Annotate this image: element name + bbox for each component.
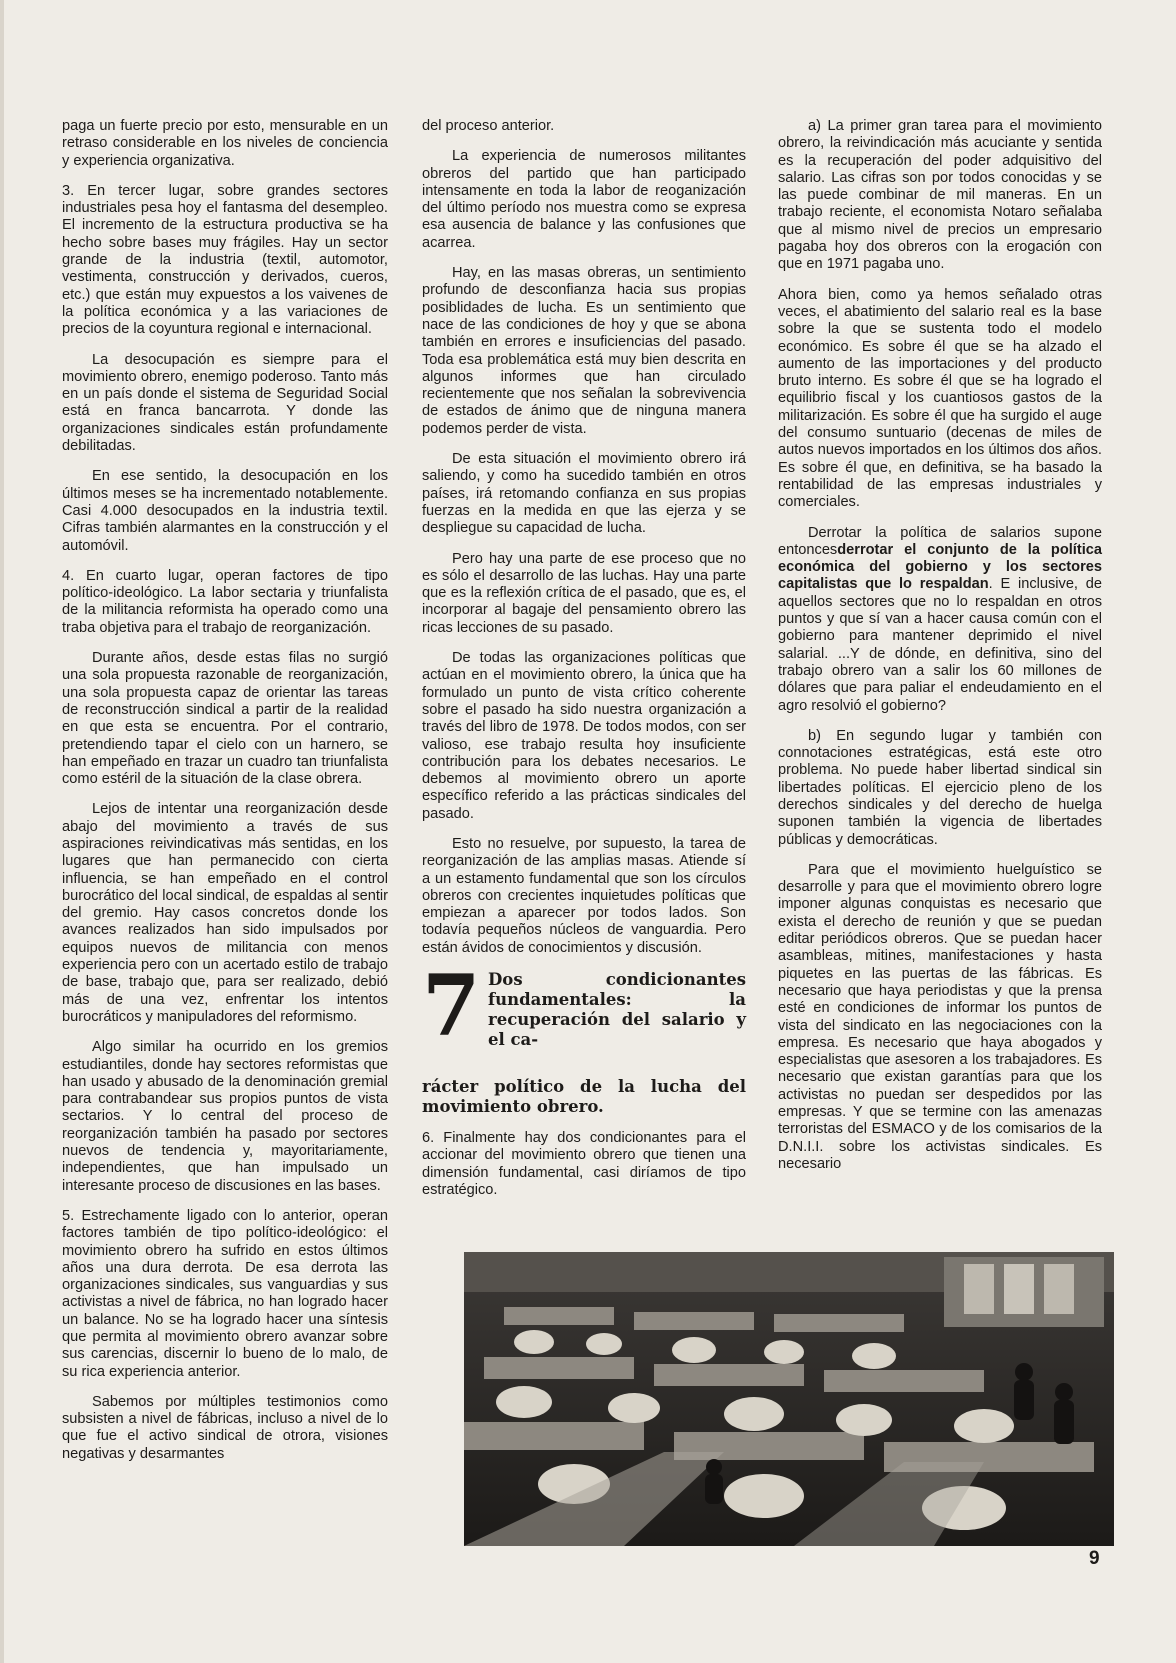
paragraph: 4. En cuarto lugar, operan factores de tipo político-ideológico. La labor sectaria y triunfalista de la militancia reformista ha operado como una traba objetiva para el trabajo de reorganización. <box>62 567 388 636</box>
paragraph: Durante años, desde estas filas no surgió una sola propuesta razonable de reorganización, una sola propuesta capaz de orientar las tareas de reconstrucción sindical a partir de la realidad en que esta se encuentra. Por el contrario, pretendiendo tapar el cielo con un harnero, se han empeñado en trazar un cuadro tan triunfalista como estéril de la situación de la clase obrera. <box>62 650 388 788</box>
paragraph: a) La primer gran tarea para el movimiento obrero, la reivindicación más acuciante y sentida es la recuperación del poder adquisitivo del salario. Las cifras son por todos conocidas y se las puede combinar de mil maneras. En un trabajo reciente, el economista Notaro señalaba que al mismo nivel de precios un empresario pagaba hoy dos obreros con la erogación con que en 1971 pagaba uno. <box>778 118 1102 273</box>
page-number: 9 <box>1089 1548 1100 1569</box>
paragraph: Lejos de intentar una reorganización desde abajo del movimiento a través de sus aspiraciones reivindicativas más sentidas, en los lugares que han permanecido con cierta influencia, se han empeñado en el control burocrático del local sindical, de espaldas al sentir del gremio. Hay casos concretos donde los avances realizados han sido impulsados por equipos nuevos de militancia con menos experiencia pero con un acertado estilo de trabajo de base, trabajo que, para ser realizado, debió más de una vez, enfrentar los intentos burocráticos y manipuladores del reformismo. <box>62 801 388 1025</box>
paragraph-with-emphasis <box>778 525 1102 715</box>
paragraph: b) En segundo lugar y también con connotaciones estratégicas, está este otro problema. No puede haber libertad sindical sin libertades políticas. El ejercicio pleno de los derechos sindicales y del derecho de huelga suponen también la vigencia de libertades públicas y democráticas. <box>778 727 1102 848</box>
paragraph: En ese sentido, la desocupación en los últimos meses se ha incrementado notablemente. Casi 4.000 desocupados en la industria textil. Cifras también alarmantes en la construcción y el automóvil. <box>62 468 388 554</box>
paragraph: De todas las organizaciones políticas que actúan en el movimiento obrero, la única que ha formulado un punto de vista crítico coherente sobre el pasado ha sido nuestra organización a través del libro de 1978. De todos modos, con ser valioso, ese trabajo resulta hoy insuficiente contribución para los debates necesarios. Le debemos al movimiento obrero un aporte específico referido a las prácticas sindicales del pasado. <box>422 650 746 822</box>
text-span: Derrotar la política de salarios supone entonces <box>778 524 1102 558</box>
paragraph: Sabemos por múltiples testimonios como subsisten a nivel de fábricas, incluso a nivel de lo que fue el activo sindical de otrora, visiones negativas y desarmantes <box>62 1393 388 1462</box>
section-heading <box>422 956 746 1063</box>
factory-photo <box>464 1252 1114 1546</box>
section-title: Dos condicionantes fundamentales: la recuperación del salario y el ca- <box>488 970 746 1050</box>
paragraph: Pero hay una parte de ese proceso que no es sólo el desarrollo de las luchas. Hay una parte que es la reflexión crítica de el pasado, que es, el incorporar al bagaje del pensamiento obrero las ricas lecciones de su pasado. <box>422 550 746 636</box>
paragraph: Hay, en las masas obreras, un sentimiento profundo de desconfianza hacia sus propias posiblidades de lucha. Es un sentimiento que nace de las condiciones de hoy y que se abona también en errores e insuficiencias del pasado. Toda esa problemática está muy bien descrita en algunos informes que han circulado recientemente que nos señalan la sobrevivencia de estados de ánimo que de ninguna manera podemos perder de vista. <box>422 265 746 437</box>
section-title-continuation: rácter político de la lucha del movimiento obrero. <box>422 1077 746 1117</box>
section-number: 7 <box>422 956 481 1056</box>
text-column-3 <box>778 118 1102 1186</box>
text-column-2 <box>422 118 746 1212</box>
paragraph: 3. En tercer lugar, sobre grandes sectores industriales pesa hoy el fantasma del desempleo. El incremento de la estructura productiva se ha hecho sobre bases muy frágiles. Hay un sector grande de la industria (textil, automotor, vestimenta, construcción y derivados, cueros, etc.) que están muy expuestos a los vaivenes de la política económica y a las variaciones de precios de la coyuntura regional e internacional. <box>62 182 388 338</box>
paragraph: Para que el movimiento huelguístico se desarrolle y para que el movimiento obrero logre imponer algunas conquistas es necesario que exista el derecho de reunión y que se puedan editar periódicos obreros. Que se puedan hacer asambleas, mitines, manifestaciones y hasta piquetes en las puertas de las fábricas. Es necesario que haya periodistas y que la prensa esté en condiciones de informar los puntos de vista del sindicato en las negociaciones con la empresa. Es necesario que haya abogados y especialistas que asesoren a los trabajadores. Es necesario que existan garantías para que los activistas no puedan ser despedidos por las empresas. Y que se termine con las amenazas terroristas del ESMACO y de los comisarios de la D.N.I.I. sobre los activistas sindicales. Es necesario <box>778 861 1102 1172</box>
paragraph: La desocupación es siempre para el movimiento obrero, enemigo poderoso. Tanto más en un país donde el sistema de Seguridad Social está en franca bancarrota. Y donde las organizaciones sindicales están profundamente debilitadas. <box>62 351 388 455</box>
text-column-1 <box>62 118 388 1476</box>
paragraph: La experiencia de numerosos militantes obreros del partido que han participado intensamente en toda la labor de reoganización del último período nos muestra como se expresa esa ausencia de balance y las confusiones que acarrea. <box>422 148 746 251</box>
page-edge <box>0 0 4 1663</box>
paragraph: del proceso anterior. <box>422 118 555 134</box>
text-span: . E inclusive, de aquellos sectores que no lo respaldan en otros puntos y que sí van a hacer causa común con el gobierno para mantener deprimido el nivel salarial. ...Y de dónde, en definitiva, sino del trabajo obrero van a salir los 60 millones de dólares que para paliar el endeudamiento en el agro resolvió el gobierno? <box>778 576 1102 714</box>
paragraph: 6. Finalmente hay dos condicionantes para el accionar del movimiento obrero que tienen una dimensión fundamental, casi diríamos de tipo estratégico. <box>422 1130 746 1198</box>
paragraph: paga un fuerte precio por esto, mensurable en un retraso considerable en los niveles de conciencia y experiencia organizativa. <box>62 118 388 169</box>
emphasis-text: derrotar el conjunto de la política económica del gobierno y los sectores capitalistas que lo respaldan <box>778 541 1102 593</box>
paragraph: 5. Estrechamente ligado con lo anterior, operan factores también de tipo político-ideológico: el movimiento obrero ha sufrido en estos últimos años una dura derrota. De esa derrota las organizaciones sindicales, sus vanguardias y sus activistas a nivel de fábrica, no han logrado hacer un balance. No se ha logrado hacer una síntesis que permita al movimiento obrero avanzar sobre sus carencias, discernir lo bueno de lo malo, de su rica experiencia anterior. <box>62 1207 388 1380</box>
paragraph: De esta situación el movimiento obrero irá saliendo, y como ha sucedido también en otros países, irá retomando confianza en sus propias fuerzas en la medida en que las ejerza y se despliegue su capacidad de lucha. <box>422 451 746 537</box>
paragraph: Esto no resuelve, por supuesto, la tarea de reorganización de las amplias masas. Atiende sí a un estamento fundamental que son los círculos obreros con crecientes inquietudes políticas que empiezan a aparecer por todos lados. Son todavía pequeños núcleos de vanguardia. Pero están ávidos de conocimientos y discusión. <box>422 835 746 956</box>
paragraph: Ahora bien, como ya hemos señalado otras veces, el abatimiento del salario real es la base sobre la que se sustenta todo el modelo económico. Es sobre él que se ha alzado el aumento de las importaciones y del producto bruto interno. Es sobre él que se ha logrado el equilibrio fiscal y los cuantiosos gastos de la militarización. Es sobre él que ha surgido el auge del consumo suntuario (decenas de miles de autos nuevos importados en los últimos dos años. Es sobre él que, en definitiva, se ha basado la rentabilidad de las empresas industriales y comerciales. <box>778 286 1102 511</box>
paragraph: Algo similar ha ocurrido en los gremios estudiantiles, donde hay sectores reformistas que han usado y abusado de la denominación gremial para contrabandear sus propios puntos de vista sectarios. Y lo central del proceso de reorganización también ha pasado por sectores nuevos de tendencia y, mayoritariamente, independientes, que han impulsado un interesante proceso de discusiones en las bases. <box>62 1039 388 1194</box>
